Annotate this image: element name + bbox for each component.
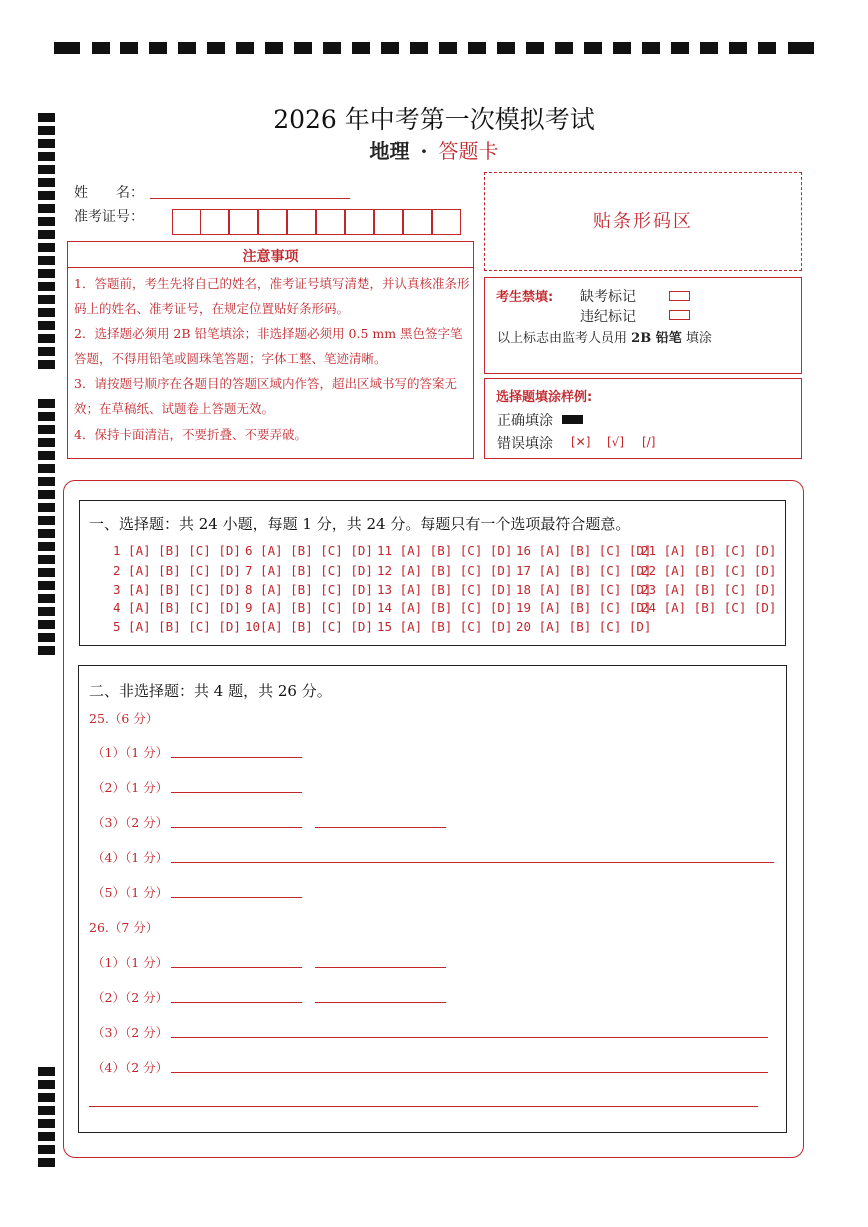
q25-item-1: （1）（1 分） [92,745,169,760]
mcq-row[interactable]: 3 [A] [B] [C] [D] [113,582,241,597]
notice-item-1: 1．答题前，考生先将自己的姓名，准考证号填写清楚，并认真核准条形码上的姓名、准考证号，在规定位置贴好条形码。 [74,276,470,316]
wrong-mark-3: [/] [642,435,656,449]
violation-checkbox[interactable] [669,310,690,320]
answer-line[interactable] [171,1072,768,1073]
id-label: 准考证号： [74,209,144,225]
notice-title-bar [67,241,474,268]
answer-line[interactable] [171,897,302,898]
violation-label: 违纪标记 [580,309,636,325]
mcq-row[interactable]: 2 [A] [B] [C] [D] [113,563,241,578]
forbidden-title: 考生禁填: [496,290,554,305]
absent-label: 缺考标记 [580,289,636,305]
mcq-row[interactable]: 13 [A] [B] [C] [D] [377,582,513,597]
q25-item-3: （3）（2 分） [92,815,169,830]
mcq-row[interactable]: 15 [A] [B] [C] [D] [377,619,513,634]
notice-item-2: 2．选择题必须用 2B 铅笔填涂；非选择题必须用 0.5 mm 黑色签字笔答题，不得用铅笔或圆珠笔答题；字体工整、笔迹清晰。 [74,326,463,366]
mcq-row[interactable]: 18 [A] [B] [C] [D] [516,582,652,597]
sample-title: 选择题填涂样例: [496,390,593,405]
absent-checkbox[interactable] [669,291,690,301]
answer-line[interactable] [315,967,446,968]
mcq-row[interactable]: 4 [A] [B] [C] [D] [113,600,241,615]
q26-item-3: （3）（2 分） [92,1025,169,1040]
mcq-row[interactable]: 21 [A] [B] [C] [D] [641,543,777,558]
barcode-label: 贴条形码区 [593,211,693,232]
q26-label: 26.（7 分） [89,920,159,935]
mcq-row[interactable]: 14 [A] [B] [C] [D] [377,600,513,615]
mcq-row[interactable]: 19 [A] [B] [C] [D] [516,600,652,615]
q25-item-4: （4）（1 分） [92,850,169,865]
notice-item-4: 4．保持卡面清洁，不要折叠、不要弄破。 [74,427,307,442]
forbidden-note-suffix: 填涂 [685,331,712,346]
mcq-row[interactable]: 6 [A] [B] [C] [D] [245,543,373,558]
forbidden-note [497,327,712,346]
exam-subtitle [0,135,868,164]
q25-item-2: （2）（1 分） [92,780,169,795]
answer-line[interactable] [171,792,302,793]
notice-item-3: 3．请按题号顺序在各题目的答题区域内作答，超出区域书写的答案无效；在草稿纸、试题卷上答题无效。 [74,376,457,416]
mcq-row[interactable]: 7 [A] [B] [C] [D] [245,563,373,578]
mcq-row[interactable]: 10[A] [B] [C] [D] [245,619,373,634]
name-label: 姓 名： [74,185,144,201]
mcq-row[interactable]: 12 [A] [B] [C] [D] [377,563,513,578]
wrong-mark-1: [✕] [571,435,591,449]
barcode-area [484,172,802,271]
card-label: 答题卡 [438,139,499,163]
q25-label: 25.（6 分） [89,711,159,726]
wrong-mark-2: [√] [607,435,625,449]
mcq-row[interactable]: 23 [A] [B] [C] [D] [641,582,777,597]
q25-item-5: （5）（1 分） [92,885,169,900]
exam-title: 2026 年中考第一次模拟考试 [273,105,595,134]
correct-label: 正确填涂 [497,413,553,429]
answer-line[interactable] [171,757,302,758]
notice-title: 注意事项 [242,249,299,265]
mcq-row[interactable]: 8 [A] [B] [C] [D] [245,582,373,597]
forbidden-note-prefix: 以上标志由监考人员用 [497,331,628,346]
mcq-row[interactable]: 5 [A] [B] [C] [D] [113,619,241,634]
mcq-row[interactable]: 1 [A] [B] [C] [D] [113,543,241,558]
forbidden-note-bold: 2B 铅笔 [631,331,682,346]
answer-line[interactable] [315,1002,446,1003]
answer-line[interactable] [171,862,774,863]
part2-box [78,665,787,1133]
name-field[interactable] [150,198,350,199]
mcq-row[interactable]: 16 [A] [B] [C] [D] [516,543,652,558]
q26-item-4: （4）（2 分） [92,1060,169,1075]
subject-label: 地理 [369,139,410,163]
correct-fill-example [562,415,583,424]
q26-item-2: （2）（2 分） [92,990,169,1005]
part2-heading: 二、非选择题：共 4 题，共 26 分。 [89,682,332,700]
mcq-row[interactable]: 20 [A] [B] [C] [D] [516,619,652,634]
answer-line[interactable] [171,967,302,968]
answer-line[interactable] [171,1002,302,1003]
mcq-row[interactable]: 24 [A] [B] [C] [D] [641,600,777,615]
mcq-row[interactable]: 17 [A] [B] [C] [D] [516,563,652,578]
wrong-label: 错误填涂 [497,436,553,452]
answer-line[interactable] [171,827,302,828]
subtitle-dot: · [420,139,428,163]
answer-line[interactable] [171,1037,768,1038]
q26-item-1: （1）（1 分） [92,955,169,970]
mcq-row[interactable]: 22 [A] [B] [C] [D] [641,563,777,578]
mcq-row[interactable]: 11 [A] [B] [C] [D] [377,543,513,558]
part1-heading: 一、选择题：共 24 小题，每题 1 分，共 24 分。每题只有一个选项最符合题意。 [89,515,631,533]
answer-line[interactable] [315,827,446,828]
mcq-row[interactable]: 9 [A] [B] [C] [D] [245,600,373,615]
answer-line[interactable] [89,1106,758,1107]
